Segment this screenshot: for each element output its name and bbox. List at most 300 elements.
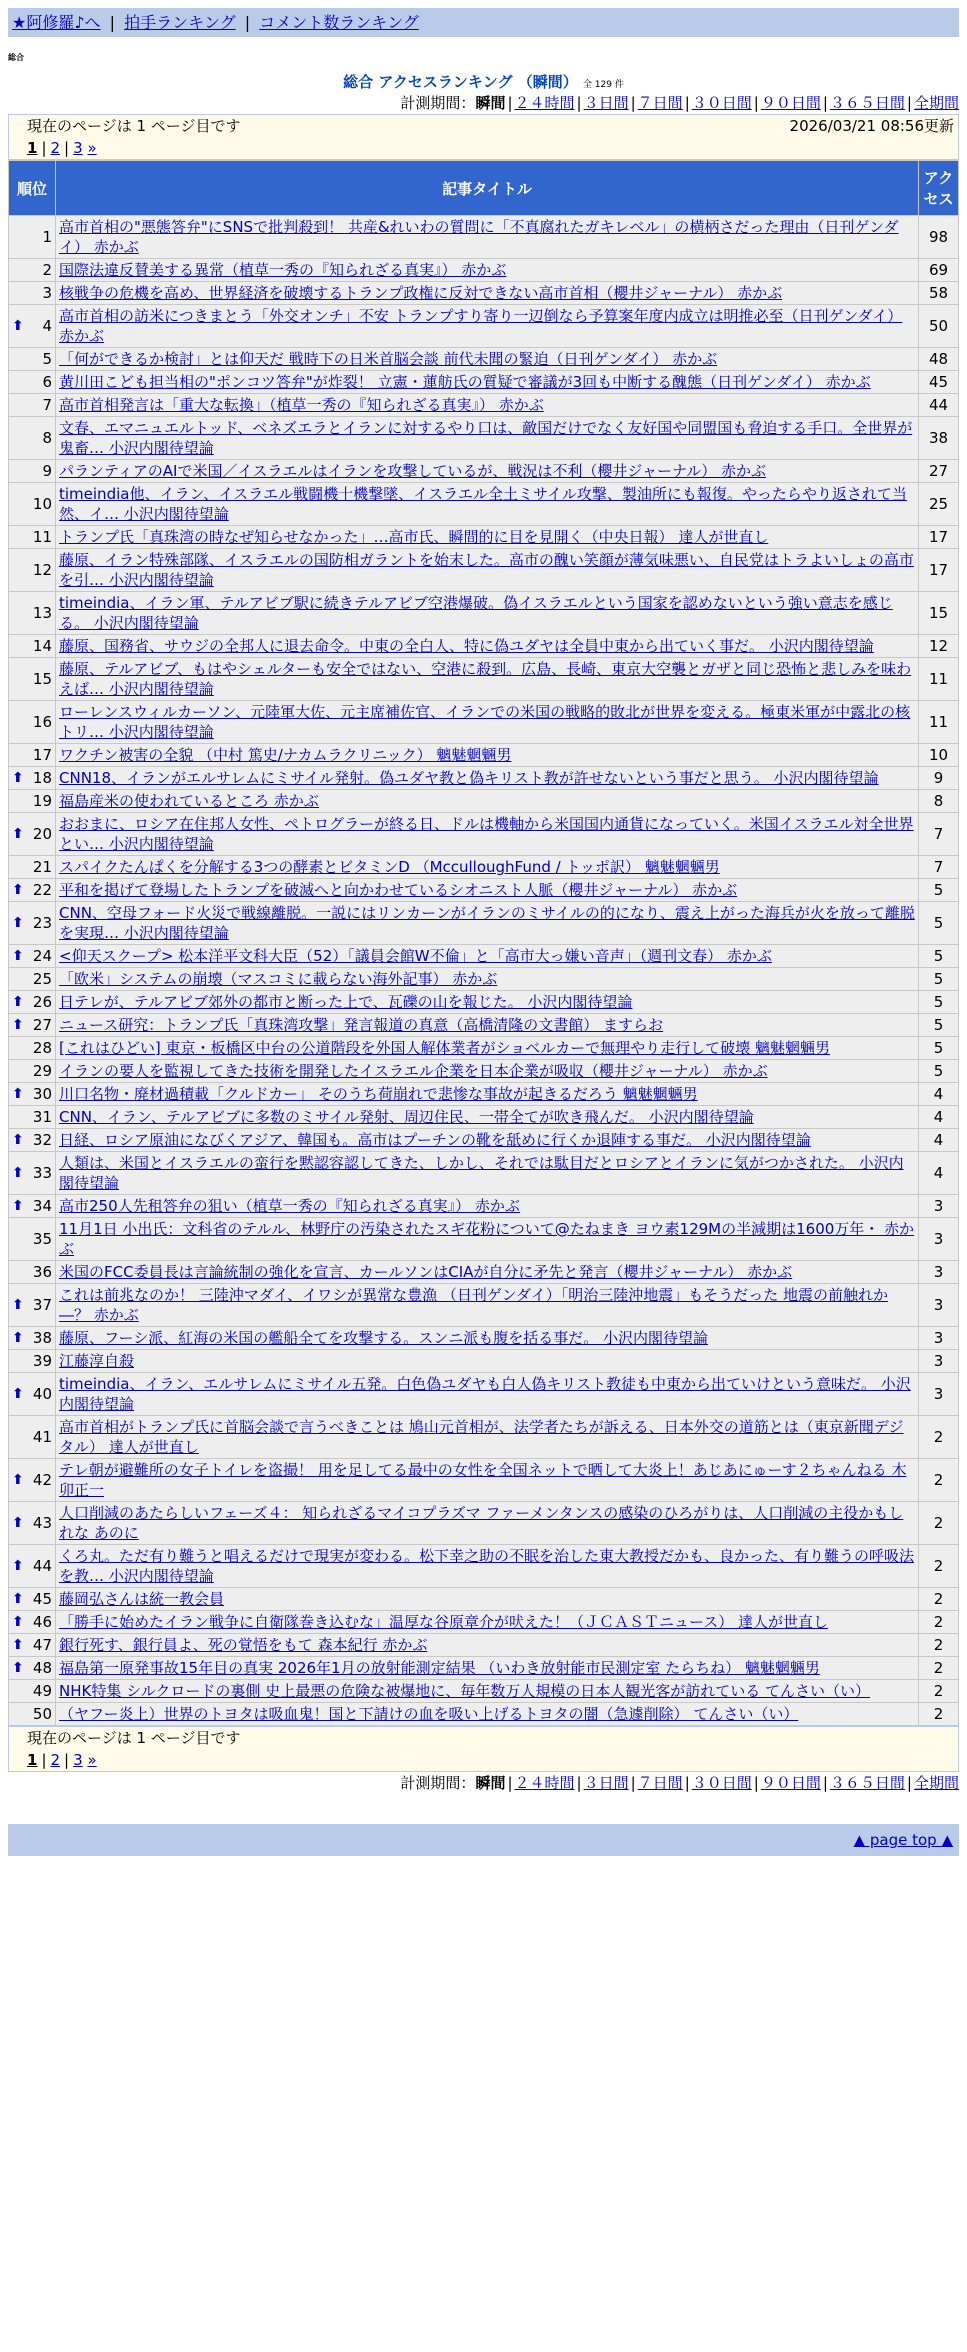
access-count: 5: [919, 1014, 958, 1036]
rank-number: 22: [32, 881, 52, 899]
table-row: [9, 1106, 958, 1128]
page-title: [8, 72, 959, 92]
article-link[interactable]: 川口名物・廃材過積載「クルドカー」 そのうち荷崩れで悲惨な事故が起きるだろう 魑魅魍魎男: [59, 1085, 698, 1103]
rank-number: 23: [32, 914, 52, 932]
table-row: [9, 305, 958, 347]
rank-up-icon: ⬆: [12, 318, 24, 334]
table-row: [9, 216, 958, 258]
rank-cell: [9, 1703, 55, 1725]
article-link[interactable]: 平和を掲げて登場したトランプを破滅へと向かわせているシオニスト人脈（櫻井ジャーナル） 赤かぶ: [59, 881, 738, 899]
title-cell: [56, 1083, 918, 1105]
article-link[interactable]: 藤原、フーシ派、紅海の米国の艦船全てを攻撃する。スンニ派も腹を括る事だ。 小沢内閣待望論: [59, 1329, 709, 1347]
page-top-link[interactable]: ▲ page top ▲: [853, 1831, 953, 1849]
rank-up-icon: ⬆: [12, 1637, 24, 1653]
period-separator: |: [507, 1774, 513, 1792]
article-link[interactable]: パランティアのAIで米国／イスラエルはイランを攻撃しているが、戦況は不利（櫻井ジャーナル） 赤かぶ: [59, 462, 767, 480]
rank-cell: [9, 592, 55, 634]
period-selector-bottom: [8, 1772, 959, 1794]
article-link[interactable]: ニュース研究：トランプ氏「真珠湾攻撃」発言報道の真意（高橋清隆の文書館） ますらお: [59, 1016, 664, 1034]
access-count: 38: [919, 417, 958, 459]
nav-separator: |: [109, 13, 116, 32]
rank-cell: [9, 1083, 55, 1105]
access-count: 44: [919, 394, 958, 416]
rank-cell: [9, 1327, 55, 1349]
article-link[interactable]: 藤原、国務省、サウジの全邦人に退去命令。中東の全白人、特に偽ユダヤは全員中東から出ていく事だ。 小沢内閣待望論: [59, 637, 874, 655]
period-link[interactable]: ３６５日間: [829, 1774, 905, 1792]
title-cell: [56, 1284, 918, 1326]
page-link[interactable]: 2: [50, 139, 61, 157]
article-link[interactable]: NHK特集 シルクロードの裏側 史上最悪の危険な被爆地に、毎年数万人規模の日本人観光客が訪れている てんさい（い）: [59, 1682, 870, 1700]
title-cell: [56, 1327, 918, 1349]
rank-up-icon: ⬆: [12, 1086, 24, 1102]
footer-bar: [8, 1824, 959, 1856]
title-cell: [56, 1611, 918, 1633]
category-label: 総合: [8, 53, 24, 62]
current-page-text: 現在のページは 1 ページ目です: [27, 117, 241, 135]
access-count: 50: [919, 305, 958, 347]
access-count: 4: [919, 1129, 958, 1151]
rank-number: 10: [32, 495, 52, 513]
rank-up-icon: ⬆: [12, 1386, 24, 1402]
pagination: [9, 137, 958, 159]
title-cell: [56, 526, 918, 548]
title-cell: [56, 417, 918, 459]
title-cell: [56, 635, 918, 657]
article-link[interactable]: 「勝手に始めたイラン戦争に自衛隊巻き込むな」温厚な谷原章介が吠えた！（ＪＣＡＳＴニュース） 達人が世直し: [59, 1613, 829, 1631]
rank-up-icon: ⬆: [12, 1591, 24, 1607]
period-separator: |: [507, 94, 513, 112]
article-link[interactable]: 藤原、テルアビブ、もはやシェルターも安全ではない、空港に殺到。広島、長崎、東京大空襲とガザと同じ恐怖と悲しみを味わえば… 小沢内閣待望論: [59, 660, 912, 698]
title-cell: [56, 856, 918, 878]
title-cell: [56, 1545, 918, 1587]
access-count: 2: [919, 1588, 958, 1610]
rank-number: 7: [42, 396, 52, 414]
title-cell: [56, 1350, 918, 1372]
article-link[interactable]: 「欧米」システムの崩壊（マスコミに載らない海外記事） 赤かぶ: [59, 970, 498, 988]
title-cell: [56, 790, 918, 812]
article-link[interactable]: 日テレが、テルアビブ郊外の都市と断った上で、瓦礫の山を報じた。 小沢内閣待望論: [59, 993, 633, 1011]
rank-cell: [9, 1106, 55, 1128]
article-link[interactable]: スパイクたんぱくを分解する3つの酵素とビタミンD （McculloughFund / トッポ訳） 魑魅魍魎男: [59, 858, 720, 876]
rank-up-icon: ⬆: [12, 1472, 24, 1488]
access-count: 11: [919, 658, 958, 700]
rank-number: 38: [32, 1329, 52, 1347]
rank-number: 29: [32, 1062, 52, 1080]
period-link[interactable]: ２４時間: [514, 1774, 575, 1792]
table-row: [9, 1218, 958, 1260]
access-count: 3: [919, 1350, 958, 1372]
status-row: [9, 115, 958, 137]
article-link[interactable]: 人口削減のあたらしいフェーズ４： 知られざるマイコプラズマ ファーメンタンスの感染のひろがりは、人口削減の主役かもしれな あのに: [59, 1504, 904, 1542]
rank-number: 19: [32, 792, 52, 810]
updated-timestamp: 2026/03/21 08:56更新: [789, 117, 954, 135]
access-count: 3: [919, 1284, 958, 1326]
table-row: [9, 1327, 958, 1349]
access-count: 3: [919, 1261, 958, 1283]
nav-comment-ranking-link[interactable]: コメント数ランキング: [259, 13, 419, 32]
table-row: [9, 1703, 958, 1725]
access-count: 4: [919, 1106, 958, 1128]
article-link[interactable]: 日経、ロシア原油になびくアジア、韓国も。高市はプーチンの靴を舐めに行くか退陣する事だ。 小沢内閣待望論: [59, 1131, 811, 1149]
article-link[interactable]: 福島産米の使われているところ 赤かぶ: [59, 792, 319, 810]
table-row: [9, 592, 958, 634]
period-link[interactable]: ２４時間: [514, 94, 575, 112]
rank-cell: [9, 348, 55, 370]
rank-cell: [9, 1459, 55, 1501]
table-row: [9, 856, 958, 878]
rank-cell: [9, 856, 55, 878]
rank-number: 9: [42, 462, 52, 480]
table-row: [9, 417, 958, 459]
header-access: アクセス: [919, 161, 958, 215]
nav-separator: |: [244, 13, 251, 32]
article-link[interactable]: 国際法違反賛美する異常（植草一秀の『知られざる真実』） 赤かぶ: [59, 261, 507, 279]
rank-cell: [9, 371, 55, 393]
rank-number: 31: [32, 1108, 52, 1126]
rank-cell: [9, 991, 55, 1013]
table-row: [9, 1284, 958, 1326]
rank-cell: [9, 483, 55, 525]
rank-number: 6: [42, 373, 52, 391]
rank-cell: [9, 902, 55, 944]
rank-up-icon: ⬆: [12, 1515, 24, 1531]
table-row: [9, 1037, 958, 1059]
rank-number: 8: [42, 429, 52, 447]
table-row: [9, 1129, 958, 1151]
table-row: [9, 701, 958, 743]
table-row: [9, 460, 958, 482]
period-link[interactable]: ７日間: [637, 1774, 683, 1792]
rank-cell: [9, 1657, 55, 1679]
table-row: [9, 1060, 958, 1082]
period-current: 瞬間: [475, 94, 506, 112]
page-link[interactable]: 3: [73, 139, 83, 157]
rank-number: 13: [32, 604, 52, 622]
article-link[interactable]: CNN、空母フォード火災で戦線離脱。一説にはリンカーンがイランのミサイルの的になり、震え上がった海兵が火を放って離脱を実現… 小沢内閣待望論: [59, 904, 915, 942]
article-link[interactable]: 「何ができるか検討」とは仰天だ 戦時下の日米首脳会談 前代未聞の緊迫（日刊ゲンダイ） 赤かぶ: [59, 350, 718, 368]
access-count: 2: [919, 1545, 958, 1587]
table-row: [9, 282, 958, 304]
period-separator: |: [822, 94, 828, 112]
access-count: 2: [919, 1657, 958, 1679]
title-cell: [56, 1037, 918, 1059]
ranking-table: [8, 160, 959, 1726]
title-cell: [56, 348, 918, 370]
rank-cell: [9, 1545, 55, 1587]
title-cell: [56, 460, 918, 482]
rank-number: 1: [42, 228, 52, 246]
table-row: [9, 1014, 958, 1036]
period-link[interactable]: ３日間: [583, 94, 629, 112]
period-link[interactable]: 全期間: [913, 94, 959, 112]
access-count: 17: [919, 526, 958, 548]
rank-number: 20: [32, 825, 52, 843]
article-link[interactable]: ローレンスウィルカーソン、元陸軍大佐、元主席補佐官、イランでの米国の戦略的敗北が世界を変える。極東米軍が中露北の核トリ… 小沢内閣待望論: [59, 703, 911, 741]
rank-number: 47: [32, 1636, 52, 1654]
table-header: [9, 161, 958, 215]
rank-number: 27: [32, 1016, 52, 1034]
rank-cell: [9, 305, 55, 347]
article-link[interactable]: 高市首相の"悪態答弁"にSNSで批判殺到！ 共産&れいわの質問に「不真腐れたガキレベル」の横柄さだった理由（日刊ゲンダイ） 赤かぶ: [59, 218, 899, 256]
access-count: 3: [919, 1195, 958, 1217]
rank-up-icon: ⬆: [12, 1330, 24, 1346]
access-count: 3: [919, 1218, 958, 1260]
period-label: 計測期間：: [400, 94, 476, 112]
rank-number: 44: [32, 1557, 52, 1575]
title-cell: [56, 1502, 918, 1544]
rank-number: 35: [32, 1230, 52, 1248]
rank-cell: [9, 216, 55, 258]
article-link[interactable]: timeindia、イラン、エルサレムにミサイル五発。白色偽ユダヤも白人偽キリスト教徒も中東から出ていけという意味だ。 小沢内閣待望論: [59, 1375, 911, 1413]
article-link[interactable]: テレ朝が避難所の女子トイレを盗撮！ 用を足してる最中の女性を全国ネットで晒して大炎上！あじあにゅーす２ちゃんねる 木卯正一: [59, 1461, 907, 1499]
page-link[interactable]: 2: [50, 1751, 61, 1769]
top-nav: [8, 8, 959, 37]
access-count: 11: [919, 701, 958, 743]
rank-number: 41: [32, 1428, 52, 1446]
table-row: [9, 394, 958, 416]
next-page-link[interactable]: »: [87, 139, 97, 157]
title-cell: [56, 744, 918, 766]
article-link[interactable]: ワクチン被害の全貌 （中村 篤史/ナカムラクリニック） 魑魅魍魎男: [59, 746, 512, 764]
article-link[interactable]: 藤原、イラン特殊部隊、イスラエルの国防相ガラントを始末した。高市の醜い笑顔が薄気味悪い、自民党はトラよいしょの高市を引… 小沢内閣待望論: [59, 551, 914, 589]
table-row: [9, 1152, 958, 1194]
access-count: 5: [919, 902, 958, 944]
title-cell: [56, 1680, 918, 1702]
rank-cell: [9, 1588, 55, 1610]
article-link[interactable]: くろ丸。ただ有り難うと唱えるだけで現実が変わる。松下幸之助の不眠を治した東大教授だかも、良かった、有り難うの呼吸法を教… 小沢内閣待望論: [59, 1547, 915, 1585]
rank-cell: [9, 879, 55, 901]
header-title: 記事タイトル: [56, 161, 918, 215]
period-separator: |: [906, 94, 912, 112]
rank-cell: [9, 790, 55, 812]
period-link[interactable]: ３０日間: [691, 94, 752, 112]
table-row: [9, 813, 958, 855]
rank-cell: [9, 1261, 55, 1283]
access-count: 2: [919, 1680, 958, 1702]
rank-cell: [9, 417, 55, 459]
article-link[interactable]: <仰天スクープ> 松本洋平文科大臣（52）「議員会館W不倫」と「高市大っ嫌い音声」（週刊文春） 赤かぶ: [59, 947, 772, 965]
article-link[interactable]: timeindia他、イラン、イスラエル戦闘機十機撃墜、イスラエル全土ミサイル攻撃、製油所にも報復。やったらやり返されて当然、イ… 小沢内閣待望論: [59, 485, 907, 523]
table-row: [9, 902, 958, 944]
rank-number: 5: [42, 350, 52, 368]
table-row: [9, 1680, 958, 1702]
rank-cell: [9, 813, 55, 855]
rank-number: 42: [32, 1471, 52, 1489]
title-cell: [56, 658, 918, 700]
article-link[interactable]: 黄川田こども担当相の"ポンコツ答弁"が炸裂！ 立憲・蓮舫氏の質疑で審議が3回も中断する醜態（日刊ゲンダイ） 赤かぶ: [59, 373, 871, 391]
title-cell: [56, 1106, 918, 1128]
access-count: 2: [919, 1634, 958, 1656]
next-page-link[interactable]: »: [87, 1751, 97, 1769]
rank-up-icon: ⬆: [12, 1614, 24, 1630]
rank-cell: [9, 259, 55, 281]
title-cell: [56, 305, 918, 347]
article-link[interactable]: おおまに、ロシア在住邦人女性、ペトログラーが終る日、ドルは機軸から米国国内通貨になっていく。米国イスラエル対全世界とい… 小沢内閣待望論: [59, 815, 914, 853]
rank-number: 43: [32, 1514, 52, 1532]
article-link[interactable]: 文春、エマニュエルトッド、ベネズエラとイランに対するやり口は、敵国だけでなく友好国や同盟国も脅迫する手口。全世界が鬼畜… 小沢内閣待望論: [59, 419, 913, 457]
rank-cell: [9, 282, 55, 304]
title-cell: [56, 991, 918, 1013]
title-cell: [56, 394, 918, 416]
header-rank: 順位: [9, 161, 55, 215]
rank-cell: [9, 1611, 55, 1633]
article-link[interactable]: 江藤淳自殺: [59, 1352, 135, 1370]
rank-up-icon: ⬆: [12, 1297, 24, 1313]
article-link[interactable]: 高市首相がトランプ氏に首脳会談で言うべきことは 鳩山元首相が、法学者たちが訴える、日本外交の道筋とは（東京新聞デジタル） 達人が世直し: [59, 1418, 904, 1456]
period-label: 計測期間：: [400, 1774, 476, 1792]
rank-cell: [9, 968, 55, 990]
nav-clap-ranking-link[interactable]: 拍手ランキング: [124, 13, 236, 32]
rank-up-icon: ⬆: [12, 1198, 24, 1214]
current-page-text: 現在のページは 1 ページ目です: [27, 1729, 241, 1747]
period-link[interactable]: ３０日間: [691, 1774, 752, 1792]
access-count: 98: [919, 216, 958, 258]
page-title-text: 総合 アクセスランキング （瞬間）: [343, 73, 578, 91]
table-row: [9, 483, 958, 525]
access-count: 10: [919, 744, 958, 766]
rank-number: 37: [32, 1296, 52, 1314]
status-row-bottom: [9, 1727, 958, 1749]
title-cell: [56, 1416, 918, 1458]
period-link[interactable]: ９０日間: [760, 1774, 821, 1792]
title-cell: [56, 701, 918, 743]
table-row: [9, 879, 958, 901]
rank-cell: [9, 1680, 55, 1702]
article-link[interactable]: 高市首相の訪米につきまとう「外交オンチ」不安 トランプすり寄り一辺倒なら予算案年度内成立は明推必至（日刊ゲンダイ） 赤かぶ: [59, 307, 903, 345]
period-link[interactable]: 全期間: [913, 1774, 959, 1792]
pagination-bottom: [9, 1749, 958, 1771]
article-link[interactable]: 藤岡弘さんは統一教会員: [59, 1590, 225, 1608]
period-separator: |: [753, 1774, 759, 1792]
rank-number: 46: [32, 1613, 52, 1631]
page-link[interactable]: 3: [73, 1751, 83, 1769]
status-box-bottom: [8, 1726, 959, 1772]
table-row: [9, 1350, 958, 1372]
article-link[interactable]: CNN、イラン、テルアビブに多数のミサイル発射、周辺住民、一帯全てが吹き飛んだ。 小沢内閣待望論: [59, 1108, 754, 1126]
period-separator: |: [753, 94, 759, 112]
title-cell: [56, 259, 918, 281]
article-link[interactable]: これは前兆なのか！ 三陸沖マダイ、イワシが異常な豊漁 （日刊ゲンダイ）「明治三陸沖地震」もそうだった 地震の前触れか―？ 赤かぶ: [59, 1286, 888, 1324]
article-link[interactable]: （ヤフー炎上）世界のトヨタは吸血鬼！国と下請けの血を吸い上げるトヨタの闇（急遽削除） てんさい（い）: [59, 1705, 799, 1723]
access-count: 8: [919, 790, 958, 812]
table-row: [9, 1083, 958, 1105]
table-row: [9, 744, 958, 766]
article-link[interactable]: トランプ氏「真珠湾の時なぜ知らせなかった」…高市氏、瞬間的に目を見開く（中央日報） 達人が世直し: [59, 528, 769, 546]
title-cell: [56, 1129, 918, 1151]
rank-up-icon: ⬆: [12, 882, 24, 898]
rank-number: 48: [32, 1659, 52, 1677]
period-link[interactable]: ３６５日間: [829, 94, 905, 112]
period-link[interactable]: ７日間: [637, 94, 683, 112]
rank-number: 21: [32, 858, 52, 876]
rank-cell: [9, 1634, 55, 1656]
title-cell: [56, 371, 918, 393]
article-link[interactable]: 高市250人先租答弁の狙い（植草一秀の『知られざる真実』） 赤かぶ: [59, 1197, 520, 1215]
table-row: [9, 635, 958, 657]
page-current: 1: [27, 139, 38, 157]
article-link[interactable]: [これはひどい] 東京・板橋区中台の公道階段を外国人解体業者がショベルカーで無理やり走行して破壊 魑魅魍魎男: [59, 1039, 830, 1057]
table-row: [9, 1373, 958, 1415]
article-link[interactable]: timeindia、イラン軍、テルアビブ駅に続きテルアビブ空港爆破。偽イスラエルという国家を認めないという強い意志を感じる。 小沢内閣待望論: [59, 594, 893, 632]
rank-number: 26: [32, 993, 52, 1011]
access-count: 48: [919, 348, 958, 370]
access-count: 9: [919, 767, 958, 789]
table-row: [9, 790, 958, 812]
rank-up-icon: ⬆: [12, 770, 24, 786]
access-count: 4: [919, 1083, 958, 1105]
rank-number: 39: [32, 1352, 52, 1370]
table-row: [9, 1261, 958, 1283]
access-count: 2: [919, 1611, 958, 1633]
article-link[interactable]: CNN18、イランがエルサレムにミサイル発射。偽ユダヤ教と偽キリスト教が許せないという事だと思う。 小沢内閣待望論: [59, 769, 879, 787]
rank-number: 30: [32, 1085, 52, 1103]
access-count: 5: [919, 945, 958, 967]
rank-cell: [9, 1373, 55, 1415]
table-row: [9, 1657, 958, 1679]
access-count: 7: [919, 813, 958, 855]
article-link[interactable]: イランの要人を監視してきた技術を開発したイスラエル企業を日本企業が吸収（櫻井ジャーナル） 赤かぶ: [59, 1062, 768, 1080]
rank-number: 40: [32, 1385, 52, 1403]
rank-number: 32: [32, 1131, 52, 1149]
rank-number: 4: [42, 317, 52, 335]
rank-up-icon: ⬆: [12, 1165, 24, 1181]
access-count: 12: [919, 635, 958, 657]
rank-number: 3: [42, 284, 52, 302]
title-cell: [56, 1459, 918, 1501]
rank-cell: [9, 945, 55, 967]
table-row: [9, 1195, 958, 1217]
rank-number: 12: [32, 561, 52, 579]
rank-cell: [9, 1129, 55, 1151]
article-link[interactable]: 核戦争の危機を高め、世界経済を破壊するトランプ政権に反対できない高市首相（櫻井ジャーナル） 赤かぶ: [59, 284, 783, 302]
rank-cell: [9, 526, 55, 548]
total-count: 全 129 件: [582, 80, 624, 90]
period-link[interactable]: ９０日間: [760, 94, 821, 112]
table-row: [9, 945, 958, 967]
pager-separator: |: [41, 139, 47, 157]
period-separator: |: [822, 1774, 828, 1792]
rank-cell: [9, 658, 55, 700]
title-cell: [56, 1373, 918, 1415]
article-link[interactable]: 人類は、米国とイスラエルの蛮行を黙認容認してきた、しかし、それでは駄目だとロシアとイランに気がつかされた。 小沢内閣待望論: [59, 1154, 904, 1192]
rank-number: 36: [32, 1263, 52, 1281]
article-link[interactable]: 銀行死す、銀行員よ、死の覚悟をもて 森本紀行 赤かぶ: [59, 1636, 428, 1654]
article-link[interactable]: 高市首相発言は「重大な転換」（植草一秀の『知られざる真実』） 赤かぶ: [59, 396, 544, 414]
rank-number: 17: [32, 746, 52, 764]
rank-up-icon: ⬆: [12, 994, 24, 1010]
table-row: [9, 767, 958, 789]
article-link[interactable]: 11月1日 小出氏：文科省のテルル、林野庁の汚染されたスギ花粉について@たねまき ヨウ素129Mの半減期は1600万年・ 赤かぶ: [59, 1220, 915, 1258]
period-link[interactable]: ３日間: [583, 1774, 629, 1792]
rank-number: 50: [32, 1705, 52, 1723]
rank-up-icon: ⬆: [12, 1558, 24, 1574]
article-link[interactable]: 福島第一原発事故15年目の真実 2026年1月の放射能測定結果 （いわき放射能市民測定室 たらちね） 魑魅魍魎男: [59, 1659, 820, 1677]
period-separator: |: [576, 1774, 582, 1792]
rank-number: 34: [32, 1197, 52, 1215]
title-cell: [56, 1060, 918, 1082]
title-cell: [56, 1218, 918, 1260]
nav-home-link[interactable]: ★阿修羅♪へ: [12, 13, 101, 32]
table-row: [9, 1634, 958, 1656]
access-count: 2: [919, 1502, 958, 1544]
rank-number: 49: [32, 1682, 52, 1700]
status-box: [8, 114, 959, 160]
access-count: 27: [919, 460, 958, 482]
article-link[interactable]: 米国のFCC委員長は言論統制の強化を宣言、カールソンはCIAが自分に矛先と発言（櫻井ジャーナル） 赤かぶ: [59, 1263, 793, 1281]
access-count: 25: [919, 483, 958, 525]
access-count: 2: [919, 1703, 958, 1725]
table-row: [9, 526, 958, 548]
